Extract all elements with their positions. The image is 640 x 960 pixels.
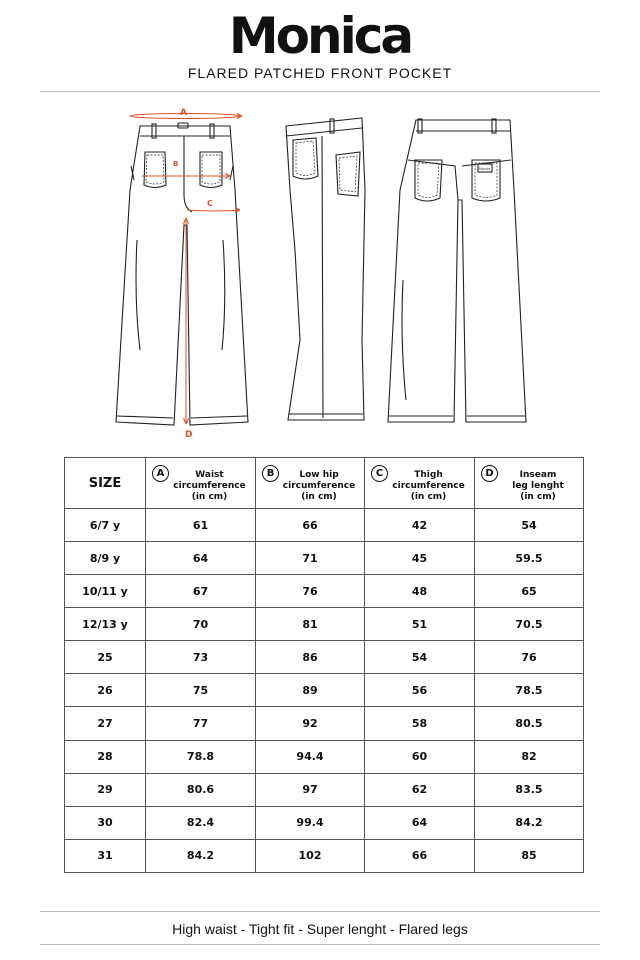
table-row <box>65 575 584 608</box>
table-cell: 97 <box>256 773 365 806</box>
column-header-line: Waist <box>195 470 224 480</box>
table-cell: 67 <box>146 575 256 608</box>
badge-d: D <box>481 465 498 482</box>
table-cell: 76 <box>475 641 584 674</box>
table-cell: 76 <box>256 575 365 608</box>
column-header-line: (in cm) <box>301 492 337 502</box>
column-header-line: (in cm) <box>191 492 228 502</box>
table-cell: 86 <box>256 641 365 674</box>
table-cell: 78.5 <box>475 674 584 707</box>
size-cell: 8/9 y <box>65 542 146 575</box>
table-cell: 66 <box>256 509 365 542</box>
size-cell: 25 <box>65 641 146 674</box>
product-subtitle: FLARED PATCHED FRONT POCKET <box>187 65 453 81</box>
table-cell: 75 <box>146 674 256 707</box>
size-column-header: SIZE <box>65 458 146 509</box>
table-cell: 83.5 <box>475 773 584 806</box>
table-cell: 58 <box>365 707 475 740</box>
table-row <box>65 839 584 872</box>
footer-bottom-divider <box>40 944 600 945</box>
marker-label-b: B <box>173 160 179 168</box>
table-cell: 102 <box>256 839 365 872</box>
table-row <box>65 773 584 806</box>
size-cell: 31 <box>65 839 146 872</box>
column-header-low-hip <box>256 458 365 509</box>
back-pocket-tag: Monica <box>479 167 491 171</box>
size-chart-table <box>64 457 584 873</box>
table-row <box>65 542 584 575</box>
marker-label-d: D <box>185 430 193 440</box>
table-cell: 92 <box>256 707 365 740</box>
table-cell: 77 <box>146 707 256 740</box>
side-view <box>286 118 365 420</box>
table-cell: 73 <box>146 641 256 674</box>
size-cell: 30 <box>65 806 146 839</box>
column-header-line: (in cm) <box>520 492 556 502</box>
table-cell: 85 <box>475 839 584 872</box>
table-cell: 64 <box>365 806 475 839</box>
table-cell: 48 <box>365 575 475 608</box>
top-divider <box>40 91 600 92</box>
size-cell: 12/13 y <box>65 608 146 641</box>
table-row <box>65 674 584 707</box>
table-cell: 60 <box>365 740 475 773</box>
column-header-line: Inseam <box>519 470 557 480</box>
table-cell: 99.4 <box>256 806 365 839</box>
table-cell: 45 <box>365 542 475 575</box>
column-header-line: Thigh <box>414 470 443 480</box>
table-cell: 89 <box>256 674 365 707</box>
column-header-inseam <box>475 458 584 509</box>
size-cell: 29 <box>65 773 146 806</box>
table-cell: 71 <box>256 542 365 575</box>
badge-a: A <box>152 465 169 482</box>
table-cell: 51 <box>365 608 475 641</box>
column-header-line: circumference <box>173 481 246 491</box>
table-row <box>65 608 584 641</box>
front-view <box>116 123 248 425</box>
table-header-row <box>65 458 584 509</box>
table-cell: 78.8 <box>146 740 256 773</box>
table-cell: 70 <box>146 608 256 641</box>
table-cell: 42 <box>365 509 475 542</box>
table-cell: 65 <box>475 575 584 608</box>
size-cell: 27 <box>65 707 146 740</box>
column-header-waist <box>146 458 256 509</box>
table-row <box>65 806 584 839</box>
badge-b: B <box>262 465 279 482</box>
pants-technical-drawing <box>100 100 540 445</box>
table-cell: 62 <box>365 773 475 806</box>
table-row <box>65 707 584 740</box>
brand-logo: Monica <box>228 7 412 65</box>
table-row <box>65 641 584 674</box>
table-cell: 80.5 <box>475 707 584 740</box>
size-cell: 10/11 y <box>65 575 146 608</box>
column-header-line: Low hip <box>299 470 339 480</box>
size-cell: 26 <box>65 674 146 707</box>
table-cell: 61 <box>146 509 256 542</box>
badge-c: C <box>371 465 388 482</box>
table-cell: 82 <box>475 740 584 773</box>
table-cell: 56 <box>365 674 475 707</box>
table-cell: 64 <box>146 542 256 575</box>
table-row <box>65 509 584 542</box>
table-cell: 66 <box>365 839 475 872</box>
table-cell: 59.5 <box>475 542 584 575</box>
column-header-thigh <box>365 458 475 509</box>
table-cell: 84.2 <box>146 839 256 872</box>
marker-label-c: C <box>207 199 213 208</box>
column-header-line: circumference <box>392 481 465 491</box>
table-cell: 84.2 <box>475 806 584 839</box>
column-header-line: circumference <box>282 481 356 491</box>
table-cell: 82.4 <box>146 806 256 839</box>
table-row <box>65 740 584 773</box>
footer-tagline: High waist - Tight fit - Super lenght - Flared legs <box>172 921 468 937</box>
footer-top-divider <box>40 911 600 912</box>
marker-label-a: A <box>180 108 187 118</box>
table-cell: 54 <box>475 509 584 542</box>
back-view <box>388 119 526 422</box>
table-cell: 94.4 <box>256 740 365 773</box>
column-header-line: (in cm) <box>410 492 447 502</box>
size-cell: 28 <box>65 740 146 773</box>
column-header-line: leg lenght <box>512 481 564 491</box>
table-cell: 54 <box>365 641 475 674</box>
size-cell: 6/7 y <box>65 509 146 542</box>
table-cell: 70.5 <box>475 608 584 641</box>
table-cell: 81 <box>256 608 365 641</box>
table-cell: 80.6 <box>146 773 256 806</box>
